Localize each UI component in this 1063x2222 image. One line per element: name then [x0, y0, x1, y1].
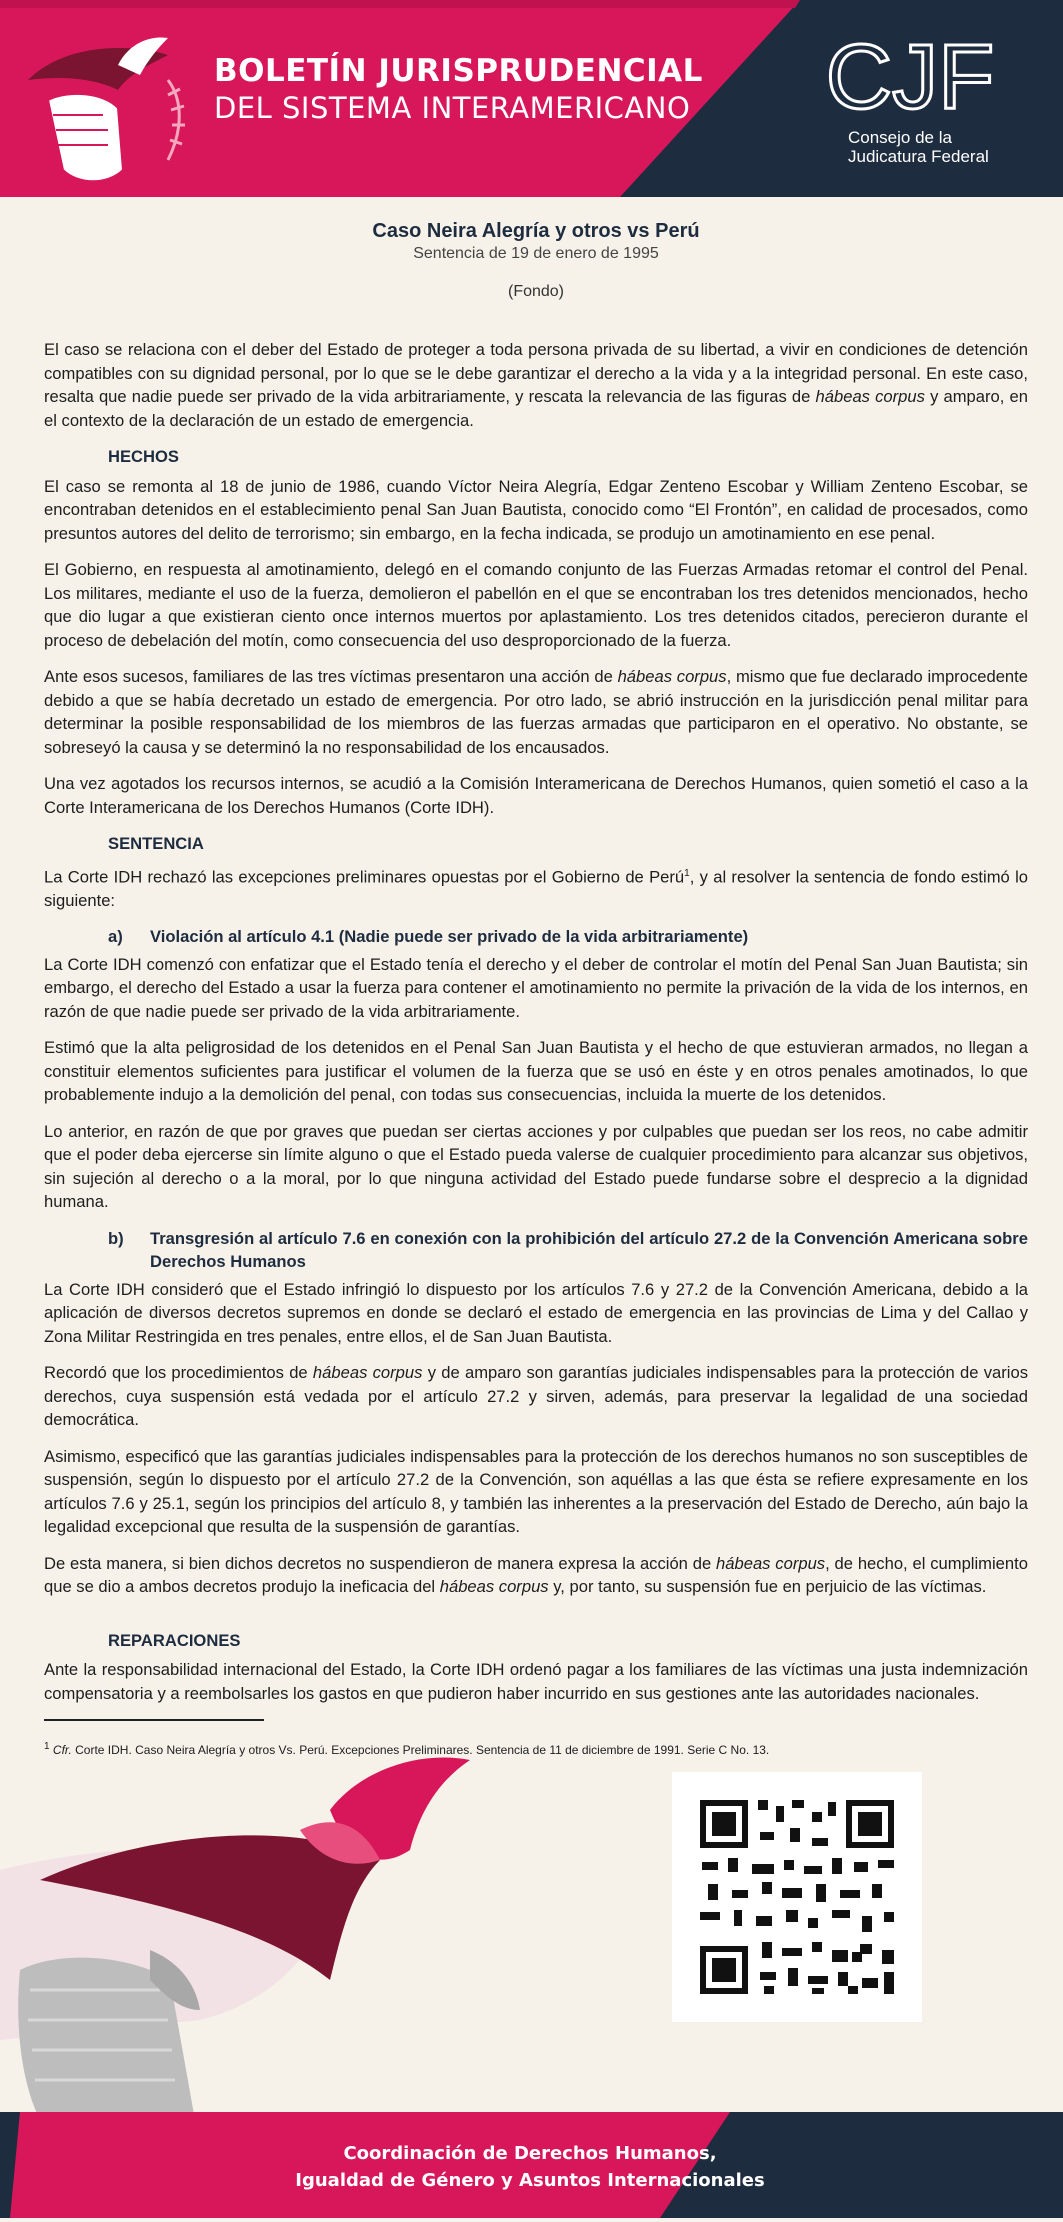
intro-text-b: y amparo, en el contexto de la declaración de un estado de emergencia. [44, 387, 1028, 430]
section-sentencia-heading: SENTENCIA [108, 834, 204, 853]
fist-bird-icon [8, 20, 208, 190]
subsection-a-title: Violación al artículo 4.1 (Nadie puede ser privado de la vida arbitrariamente) [150, 927, 749, 947]
subsection-b-label: b) [108, 1228, 124, 1248]
subsection-a-paragraph-1: La Corte IDH comenzó con enfatizar que el Estado tenía el derecho y el deber de controlar el motín del Penal San Juan Bautista; sin embargo, el derecho del Estado a usar la fuerza para contener el amotinamiento no permite la privación de la vida de los internos, en razón de que nadie puede ser privado de la vida arbitrariamente. [44, 954, 1028, 1021]
section-reparaciones-heading: REPARACIONES [108, 1630, 241, 1650]
cjf-logo [825, 20, 995, 130]
document-body [44, 218, 1028, 1758]
case-date: Sentencia de 19 de enero de 1995 [413, 245, 659, 262]
hechos-p3-text-a: Ante esos sucesos, familiares de las tres víctimas presentaron una acción de [44, 667, 618, 686]
section-hechos-heading: HECHOS [108, 447, 179, 466]
footnote-number: 1 [44, 1741, 50, 1753]
subsection-b-heading [108, 1227, 1028, 1274]
footnote-emphasis: Cfr. [52, 1743, 72, 1758]
subsection-b-paragraph-4 [44, 1552, 1028, 1599]
cjf-name-line1: Consejo de la [848, 128, 952, 147]
hechos-paragraph-1: El caso se remonta al 18 de junio de 1986, cuando Víctor Neira Alegría, Edgar Zenteno Escobar y William Zenteno Escobar, se encontraban detenidos en el establecimiento penal San Juan Bautista, conocido como “El Frontón”, en calidad de procesados, como presuntos autores del delito de terrorismo; sin embargo, en la fecha indicada, se produjo un amotinamiento en ese penal. [44, 476, 1028, 543]
subsection-b-paragraph-3: Asimismo, especificó que las garantías judiciales indispensables para la protección de los derechos humanos no son susceptibles de suspensión, según lo dispuesto por el artículo 27.2 de la Convención, son aquéllas a las que ésta se refiere expresamente en los artículos 7.6 y 25.1, según los principios del artículo 8, y también las inherentes a la preservación del Estado de Derecho, aún bajo la legalidad excepcional que resulta de la suspensión de garantías. [44, 1446, 1028, 1537]
intro-text-a: El caso se relaciona con el deber del Estado de proteger a toda persona privada de su libertad, a vivir en condiciones de detención compatibles con su dignidad personal, por lo que se le debe garantizar el derecho a la vida y a la integridad personal. En este caso, resalta que nadie puede ser privado de la vida arbitrariamente, y rescata la relevancia de las figuras de [44, 340, 1028, 406]
subsection-a-label: a) [108, 927, 123, 947]
hechos-p3-text-b: , mismo que fue declarado improcedente debido a que se había decretado un estado de emergencia. Por otro lado, se abrió instrucción en la jurisdicción penal militar para determinar la posible responsabilidad de los miembros de las fuerzas armadas que participaron en el operativo. No obstante, se sobreseyó la causa y se determinó la no responsabilidad de los encausados. [44, 667, 1028, 757]
b-p4-emphasis-1: hábeas corpus [716, 1553, 826, 1573]
footer-text [220, 2140, 840, 2194]
cjf-name [848, 128, 989, 166]
b-p4-emphasis-2: hábeas corpus [439, 1577, 549, 1597]
bulletin-title [214, 52, 703, 126]
header-banner [0, 0, 1063, 197]
b-p4-text-b: , de hecho, el cumplimiento que se dio a ambos decretos produjo la ineficacia del [44, 1553, 1028, 1597]
hechos-paragraph-3 [44, 665, 1028, 759]
b-p2-text-b: y de amparo son garantías judiciales indispensables para la protección de varios derechos, cuya suspensión está vedada por el artículo 27.2 y sirven, además, para preservar la legalidad de una sociedad democrática. [44, 1363, 1028, 1430]
bulletin-title-line2: DEL SISTEMA INTERAMERICANO [214, 91, 691, 125]
cjf-logo-letters: CJF [825, 26, 995, 128]
sentencia-intro-text-a: La Corte IDH rechazó las excepciones preliminares opuestas por el Gobierno de Perú [44, 867, 685, 887]
b-p4-text-a: De esta manera, si bien dichos decretos no suspendieron de manera expresa la acción de [44, 1553, 717, 1573]
b-p4-text-c: y, por tanto, su suspensión fue en perjuicio de las víctimas. [548, 1577, 987, 1597]
sentencia-intro [44, 862, 1028, 913]
reparaciones-paragraph: Ante la responsabilidad internacional del Estado, la Corte IDH ordenó pagar a los familiares de las víctimas una justa indemnización compensatoria y a reembolsarles los gastos en que pudieron haber incurrido en sus gestiones ante las autoridades nacionales. [44, 1660, 1028, 1703]
hechos-paragraph-2: El Gobierno, en respuesta al amotinamiento, delegó en el comando conjunto de las Fuerzas Armadas retomar el control del Penal. Los militares, mediante el uso de la fuerza, demolieron el pabellón en el que se encontraban los tres detenidos mencionados, hecho que dio lugar a que existieran ciento once internos muertos por aplastamiento. Los tres detenidos citados, perecieron durante el proceso de debelación del motín, como consecuencia del uso desproporcionado de la fuerza. [44, 560, 1028, 650]
qr-code[interactable] [672, 1772, 922, 2022]
footnote-reference: 1 [684, 867, 690, 879]
cjf-name-line2: Judicatura Federal [848, 147, 989, 166]
intro-emphasis: hábeas corpus [815, 387, 925, 406]
subsection-a-paragraph-2: Estimó que la alta peligrosidad de los detenidos en el Penal San Juan Bautista y el hecho de que estuvieran armados, no llegan a constituir elementos suficientes para justificar el volumen de la fuerza que se usó en éste y en otros penales amotinados, lo que probablemente indujo a la demolición del penal, con todas sus consecuencias, incluida la muerte de los detenidos. [44, 1038, 1028, 1105]
subsection-b-paragraph-1: La Corte IDH consideró que el Estado infringió lo dispuesto por los artículos 7.6 y 27.2 de la Convención Americana, debido a la aplicación de diversos decretos supremos en donde se declaró el estado de emergencia en las provincias de Lima y del Callao y Zona Militar Restringida en tres penales, entre ellos, el de San Juan Bautista. [44, 1279, 1028, 1346]
sentencia-intro-text-b: , y al resolver la sentencia de fondo estimó lo siguiente: [44, 867, 1028, 910]
intro-paragraph [44, 338, 1028, 432]
footnote-text: Corte IDH. Caso Neira Alegría y otros Vs. Perú. Excepciones Preliminares. Sentencia de 11 de diciembre de 1991. Serie C No. 13. [71, 1743, 770, 1758]
subsection-a-heading [108, 925, 1028, 949]
subsection-a-paragraph-3: Lo anterior, en razón de que por graves que puedan ser ciertas acciones y por culpables que puedan ser los reos, no cabe admitir que el poder deba ejercerse sin límite alguno o que el Estado pueda valerse de cualquier procedimiento para alcanzar sus objetivos, sin sujeción al derecho o a la moral, por lo que ninguna actividad del Estado puede fundarse sobre el desprecio a la dignidad humana. [44, 1121, 1028, 1212]
bulletin-title-line1: BOLETÍN JURISPRUDENCIAL [214, 53, 703, 89]
subsection-b-title: Transgresión al artículo 7.6 en conexión con la prohibición del artículo 27.2 de la Convención Americana sobre Derechos Humanos [150, 1228, 1028, 1272]
hechos-p3-emphasis: hábeas corpus [617, 667, 727, 686]
subsection-b-paragraph-2 [44, 1361, 1028, 1432]
footer-line1: Coordinación de Derechos Humanos, [343, 2143, 717, 2164]
hechos-paragraph-4: Una vez agotados los recursos internos, se acudió a la Comisión Interamericana de Derechos Humanos, quien sometió el caso a la Corte Interamericana de los Derechos Humanos (Corte IDH). [44, 774, 1028, 817]
footer-line2: Igualdad de Género y Asuntos Internacionales [295, 2170, 765, 2191]
b-p2-text-a: Recordó que los procedimientos de [44, 1363, 313, 1383]
case-title: Caso Neira Alegría y otros vs Perú [372, 220, 700, 242]
case-type: (Fondo) [507, 283, 565, 300]
b-p2-emphasis: hábeas corpus [312, 1363, 423, 1383]
